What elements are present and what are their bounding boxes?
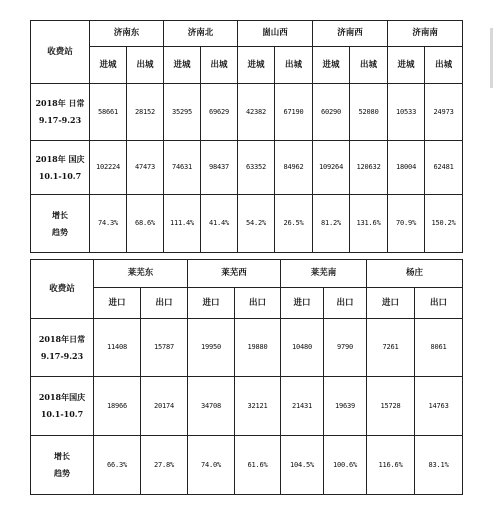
direction-header: 出城 bbox=[350, 47, 388, 84]
direction-header: 出口 bbox=[235, 288, 281, 319]
row-label: 2018年日常 9.17-9.23 bbox=[31, 319, 94, 377]
station-name: 崮山西 bbox=[238, 21, 313, 47]
cell-value: 52080 bbox=[350, 84, 388, 141]
cell-value: 120632 bbox=[350, 141, 388, 195]
table-row bbox=[31, 195, 463, 253]
direction-header: 出口 bbox=[141, 288, 188, 319]
cell-value: 70.9% bbox=[388, 195, 425, 253]
cell-value: 10480 bbox=[281, 319, 324, 377]
station-name: 杨庄 bbox=[367, 260, 463, 288]
cell-value: 19639 bbox=[324, 377, 367, 436]
station-header: 收费站 bbox=[31, 260, 94, 319]
cell-value: 18966 bbox=[94, 377, 141, 436]
cell-value: 150.2% bbox=[425, 195, 463, 253]
cell-value: 83.1% bbox=[415, 436, 463, 495]
direction-header: 进口 bbox=[367, 288, 415, 319]
cell-value: 8061 bbox=[415, 319, 463, 377]
cell-value: 26.5% bbox=[275, 195, 313, 253]
traffic-table-laiwu bbox=[30, 259, 463, 495]
table-row bbox=[31, 436, 463, 495]
cell-value: 98437 bbox=[201, 141, 238, 195]
cell-value: 24973 bbox=[425, 84, 463, 141]
cell-value: 102224 bbox=[90, 141, 127, 195]
cell-value: 35295 bbox=[164, 84, 201, 141]
cell-value: 47473 bbox=[127, 141, 164, 195]
table-row bbox=[31, 84, 463, 141]
station-name: 济南北 bbox=[164, 21, 238, 47]
direction-header: 出城 bbox=[275, 47, 313, 84]
cell-value: 131.6% bbox=[350, 195, 388, 253]
table-row bbox=[31, 141, 463, 195]
cell-value: 7261 bbox=[367, 319, 415, 377]
row-label: 2018年国庆 10.1-10.7 bbox=[31, 377, 94, 436]
cell-value: 81.2% bbox=[313, 195, 350, 253]
cell-value: 63352 bbox=[238, 141, 275, 195]
row-label: 增长 趋势 bbox=[31, 195, 90, 253]
scrollbar[interactable] bbox=[490, 28, 493, 88]
station-name: 莱芜南 bbox=[281, 260, 367, 288]
station-name: 济南西 bbox=[313, 21, 388, 47]
cell-value: 69629 bbox=[201, 84, 238, 141]
cell-value: 18004 bbox=[388, 141, 425, 195]
row-label: 增长 趋势 bbox=[31, 436, 94, 495]
cell-value: 116.6% bbox=[367, 436, 415, 495]
cell-value: 42382 bbox=[238, 84, 275, 141]
cell-value: 19880 bbox=[235, 319, 281, 377]
cell-value: 9790 bbox=[324, 319, 367, 377]
traffic-table-jinan bbox=[30, 20, 463, 253]
direction-header: 进口 bbox=[94, 288, 141, 319]
cell-value: 21431 bbox=[281, 377, 324, 436]
direction-header: 出城 bbox=[127, 47, 164, 84]
table-row bbox=[31, 319, 463, 377]
cell-value: 84962 bbox=[275, 141, 313, 195]
cell-value: 19950 bbox=[188, 319, 235, 377]
direction-header: 出口 bbox=[324, 288, 367, 319]
direction-header: 出口 bbox=[415, 288, 463, 319]
cell-value: 60290 bbox=[313, 84, 350, 141]
direction-header: 进口 bbox=[188, 288, 235, 319]
cell-value: 11408 bbox=[94, 319, 141, 377]
cell-value: 100.6% bbox=[324, 436, 367, 495]
cell-value: 58661 bbox=[90, 84, 127, 141]
cell-value: 10533 bbox=[388, 84, 425, 141]
cell-value: 74.3% bbox=[90, 195, 127, 253]
cell-value: 66.3% bbox=[94, 436, 141, 495]
direction-header: 出城 bbox=[425, 47, 463, 84]
row-label: 2018年 日常 9.17-9.23 bbox=[31, 84, 90, 141]
cell-value: 109264 bbox=[313, 141, 350, 195]
station-name: 济南南 bbox=[388, 21, 463, 47]
cell-value: 32121 bbox=[235, 377, 281, 436]
direction-header: 进城 bbox=[238, 47, 275, 84]
cell-value: 15728 bbox=[367, 377, 415, 436]
cell-value: 15787 bbox=[141, 319, 188, 377]
cell-value: 54.2% bbox=[238, 195, 275, 253]
direction-header: 出城 bbox=[201, 47, 238, 84]
cell-value: 14763 bbox=[415, 377, 463, 436]
row-label: 2018年 国庆 10.1-10.7 bbox=[31, 141, 90, 195]
cell-value: 74.0% bbox=[188, 436, 235, 495]
station-name: 济南东 bbox=[90, 21, 164, 47]
cell-value: 41.4% bbox=[201, 195, 238, 253]
cell-value: 61.6% bbox=[235, 436, 281, 495]
cell-value: 74631 bbox=[164, 141, 201, 195]
direction-header: 进城 bbox=[388, 47, 425, 84]
direction-header: 进城 bbox=[313, 47, 350, 84]
cell-value: 104.5% bbox=[281, 436, 324, 495]
station-name: 莱芜东 bbox=[94, 260, 188, 288]
station-name: 莱芜西 bbox=[188, 260, 281, 288]
direction-header: 进城 bbox=[164, 47, 201, 84]
cell-value: 67190 bbox=[275, 84, 313, 141]
cell-value: 111.4% bbox=[164, 195, 201, 253]
cell-value: 62481 bbox=[425, 141, 463, 195]
cell-value: 34708 bbox=[188, 377, 235, 436]
table-row bbox=[31, 377, 463, 436]
direction-header: 进城 bbox=[90, 47, 127, 84]
cell-value: 28152 bbox=[127, 84, 164, 141]
cell-value: 20174 bbox=[141, 377, 188, 436]
direction-header: 进口 bbox=[281, 288, 324, 319]
cell-value: 27.8% bbox=[141, 436, 188, 495]
station-header: 收费站 bbox=[31, 21, 90, 84]
cell-value: 68.6% bbox=[127, 195, 164, 253]
